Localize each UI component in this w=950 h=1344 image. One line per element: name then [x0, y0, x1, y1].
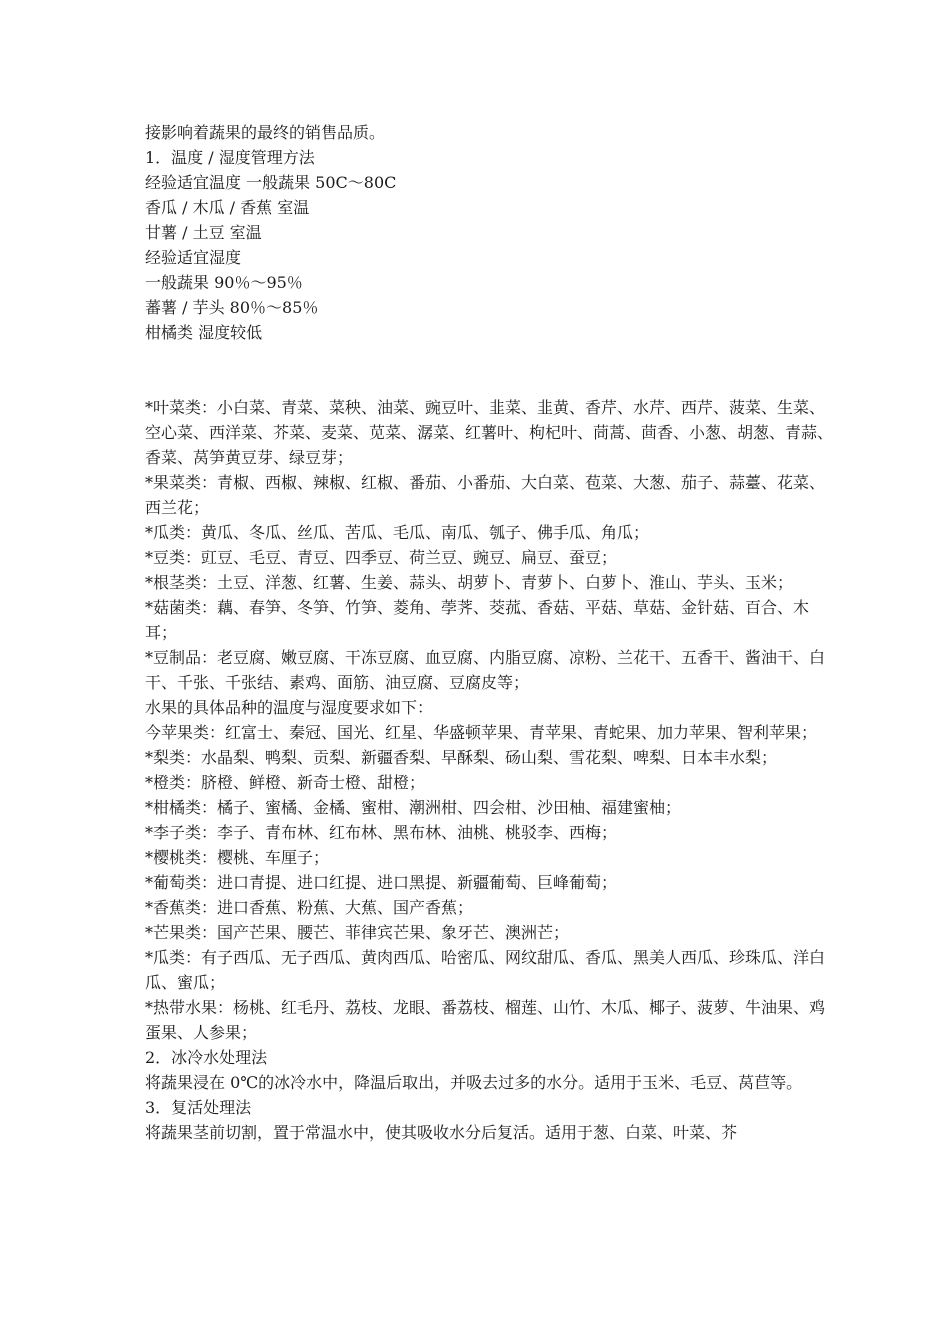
paragraph-grapes: *葡萄类：进口青提、进口红提、进口黑提、新疆葡萄、巨峰葡萄；	[145, 873, 618, 892]
paragraph-leafy-vegetables: *叶菜类：小白菜、青菜、菜秧、油菜、豌豆叶、韭菜、韭黄、香芹、水芹、西芹、菠菜、生菜、空心菜、西洋菜、芥菜、麦菜、苋菜、潺菜、红薯叶、枸杞叶、茼蒿、茴香、小葱、胡葱、青蒜、香菜、莴笋黄豆芽、绿豆芽；	[145, 398, 834, 467]
paragraph-fruit-vegetables: *果菜类：青椒、西椒、辣椒、红椒、番茄、小番茄、大白菜、苞菜、大葱、茄子、蒜薹、花菜、西兰花；	[145, 473, 826, 517]
paragraph-bananas: *香蕉类：进口香蕉、粉蕉、大蕉、国产香蕉；	[145, 898, 474, 917]
intro-line: 柑橘类 湿度较低	[145, 323, 263, 342]
intro-line: 一般蔬果 90％～95％	[145, 273, 303, 292]
paragraph-root-vegetables: *根茎类：土豆、洋葱、红薯、生姜、蒜头、胡萝卜、青萝卜、白萝卜、淮山、芋头、玉米；	[145, 573, 794, 592]
paragraph-tropical-fruits: *热带水果：杨桃、红毛丹、荔枝、龙眼、番荔枝、榴莲、山竹、木瓜、椰子、菠萝、牛油果、鸡蛋果、人参果；	[145, 998, 826, 1042]
document-content	[145, 120, 835, 1145]
paragraph-mushrooms: *菇菌类：藕、春笋、冬笋、竹笋、菱角、荸荠、茭菰、香菇、平菇、草菇、金针菇、百合、木耳；	[145, 598, 810, 642]
paragraph-revival-method: 将蔬果茎前切割，置于常温水中，使其吸收水分后复活。适用于葱、白菜、叶菜、芥	[145, 1123, 738, 1142]
paragraph-beans: *豆类：豇豆、毛豆、青豆、四季豆、荷兰豆、豌豆、扁豆、蚕豆；	[145, 548, 618, 567]
intro-line: 接影响着蔬果的最终的销售品质。	[145, 123, 386, 142]
paragraph-ice-water-method: 将蔬果浸在 0℃的冰冷水中，降温后取出，并吸去过多的水分。适用于玉米、毛豆、莴苣等。	[145, 1073, 803, 1092]
paragraph-apples: 今苹果类：红富士、秦冠、国光、红星、华盛顿苹果、青苹果、青蛇果、加力苹果、智利苹果；	[145, 723, 818, 742]
section-heading: 3．复活处理法	[145, 1098, 252, 1117]
intro-line: 甘薯 / 土豆 室温	[145, 223, 262, 242]
paragraph-pears: *梨类：水晶梨、鸭梨、贡梨、新疆香梨、早酥梨、砀山梨、雪花梨、啤梨、日本丰水梨；	[145, 748, 778, 767]
paragraph-mangoes: *芒果类：国产芒果、腰芒、菲律宾芒果、象牙芒、澳洲芒；	[145, 923, 570, 942]
paragraph-fruit-melons: *瓜类：有子西瓜、无子西瓜、黄肉西瓜、哈密瓜、网纹甜瓜、香瓜、黑美人西瓜、珍珠瓜、洋白瓜、蜜瓜；	[145, 948, 826, 992]
paragraph-bean-products: *豆制品：老豆腐、嫩豆腐、干冻豆腐、血豆腐、内脂豆腐、凉粉、兰花干、五香干、酱油干、白干、千张、千张结、素鸡、面筋、油豆腐、豆腐皮等；	[145, 648, 826, 692]
paragraph-fruit-intro: 水果的具体品种的温度与湿度要求如下：	[145, 698, 434, 717]
intro-line: 经验适宜温度 一般蔬果 50C～80C	[145, 173, 397, 192]
intro-line: 香瓜 / 木瓜 / 香蕉 室温	[145, 198, 310, 217]
paragraph-oranges: *橙类：脐橙、鲜橙、新奇士橙、甜橙；	[145, 773, 426, 792]
paragraph-cherries: *樱桃类：樱桃、车厘子；	[145, 848, 330, 867]
section-heading: 1．温度 / 湿度管理方法	[145, 148, 315, 167]
paragraph-melons: *瓜类：黄瓜、冬瓜、丝瓜、苦瓜、毛瓜、南瓜、瓠子、佛手瓜、角瓜；	[145, 523, 650, 542]
intro-line: 蕃薯 / 芋头 80％～85％	[145, 298, 319, 317]
paragraph-citrus: *柑橘类：橘子、蜜橘、金橘、蜜柑、潮洲柑、四会柑、沙田柚、福建蜜柚；	[145, 798, 682, 817]
intro-line: 经验适宜湿度	[145, 248, 242, 267]
blank-space	[145, 345, 835, 395]
paragraph-plums: *李子类：李子、青布林、红布林、黑布林、油桃、桃驳李、西梅；	[145, 823, 618, 842]
section-heading: 2．冰冷水处理法	[145, 1048, 268, 1067]
